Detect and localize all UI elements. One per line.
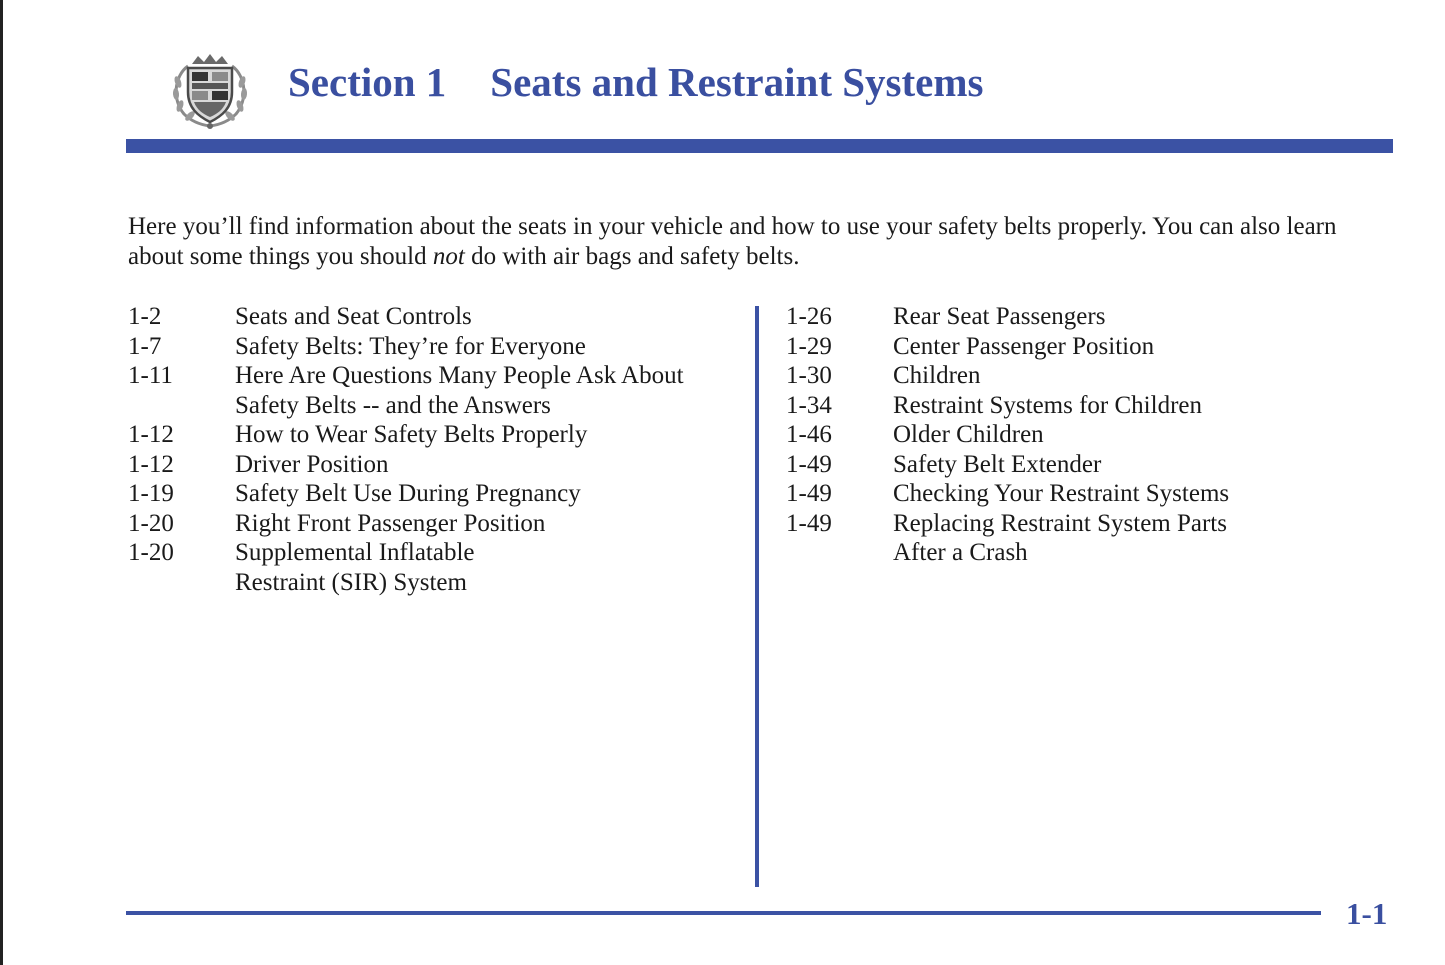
section-title: Seats and Restraint Systems	[490, 59, 984, 105]
toc-page-number: 1-12	[128, 421, 174, 448]
toc-page-number: 1-19	[128, 480, 174, 507]
page-number: 1-1	[1346, 896, 1388, 931]
toc-item-title: Center Passenger Position	[893, 332, 1155, 360]
toc-page-number: 1-20	[128, 539, 174, 566]
toc-item[interactable]	[128, 420, 738, 450]
toc-page-number: 1-49	[786, 480, 832, 507]
toc-item[interactable]	[128, 332, 738, 362]
toc-item[interactable]	[786, 479, 1386, 509]
toc-item-title: Restraint Systems for Children	[893, 391, 1202, 419]
toc-item[interactable]	[128, 302, 738, 332]
footer-rule	[126, 911, 1321, 915]
page-edge	[0, 0, 3, 965]
toc-item-title: Here Are Questions Many People Ask About	[235, 362, 684, 389]
toc-item-title: Checking Your Restraint Systems	[893, 480, 1230, 507]
intro-emphasis: not	[432, 242, 465, 270]
toc-item-title: Driver Position	[235, 450, 389, 478]
section-label: Section 1	[288, 59, 447, 105]
intro-text-after: do with air bags and safety belts.	[464, 242, 800, 270]
toc-item-continuation[interactable]	[128, 391, 738, 421]
toc-item[interactable]	[128, 361, 738, 391]
intro-paragraph	[128, 212, 1378, 271]
toc-left-column	[128, 302, 738, 597]
toc-item[interactable]	[786, 391, 1386, 421]
toc-page-number: 1-20	[128, 509, 174, 537]
toc-page-number: 1-29	[786, 332, 832, 360]
toc-item-title: Safety Belts: They’re for Everyone	[235, 332, 586, 360]
toc-page-number	[128, 568, 235, 598]
toc-item-title: Supplemental Inflatable	[235, 539, 475, 566]
toc-item-title: After a Crash	[893, 539, 1028, 566]
header-rule	[126, 139, 1393, 153]
toc-page-number: 1-26	[786, 303, 832, 330]
toc-item-continuation[interactable]	[128, 568, 738, 598]
toc-item[interactable]	[128, 509, 738, 539]
column-divider	[755, 306, 759, 887]
toc-item[interactable]	[786, 509, 1386, 539]
toc-item-title: Seats and Seat Controls	[235, 303, 472, 330]
toc-item[interactable]	[128, 479, 738, 509]
toc-right-column	[786, 302, 1386, 568]
toc-item-title: How to Wear Safety Belts Properly	[235, 421, 588, 448]
toc-page-number: 1-7	[128, 332, 162, 360]
toc-item[interactable]	[786, 420, 1386, 450]
toc-page-number: 1-46	[786, 421, 832, 448]
toc-item[interactable]	[128, 450, 738, 480]
toc-item-continuation[interactable]	[786, 538, 1386, 568]
toc-item[interactable]	[786, 361, 1386, 391]
toc-item-title: Older Children	[893, 421, 1044, 448]
toc-item-title: Right Front Passenger Position	[235, 509, 546, 537]
toc-page-number: 1-49	[786, 450, 832, 478]
toc-item-title: Rear Seat Passengers	[893, 303, 1106, 330]
toc-item-title: Children	[893, 362, 981, 389]
toc-item[interactable]	[128, 538, 738, 568]
toc-page-number: 1-11	[128, 362, 173, 389]
toc-page-number: 1-2	[128, 303, 162, 330]
intro-text-before: Here you’ll find information about the seats in your vehicle and how to use your safety belts properly. You can also learn about some things you should	[128, 213, 1337, 270]
toc-item-title: Safety Belt Use During Pregnancy	[235, 480, 581, 507]
toc-item-title: Replacing Restraint System Parts	[893, 509, 1227, 537]
toc-item[interactable]	[786, 450, 1386, 480]
toc-page-number: 1-30	[786, 362, 832, 389]
toc-page-number: 1-49	[786, 509, 832, 537]
toc-page-number	[786, 538, 893, 568]
toc-page-number: 1-34	[786, 391, 832, 419]
toc-item-title: Restraint (SIR) System	[235, 568, 467, 596]
toc-page-number: 1-12	[128, 450, 174, 478]
toc-item-title: Safety Belt Extender	[893, 450, 1102, 478]
toc-page-number	[128, 391, 235, 421]
toc-item[interactable]	[786, 332, 1386, 362]
page-title	[288, 60, 983, 105]
toc-item[interactable]	[786, 302, 1386, 332]
cadillac-crest-icon	[168, 52, 252, 130]
toc-item-title: Safety Belts -- and the Answers	[235, 391, 551, 419]
